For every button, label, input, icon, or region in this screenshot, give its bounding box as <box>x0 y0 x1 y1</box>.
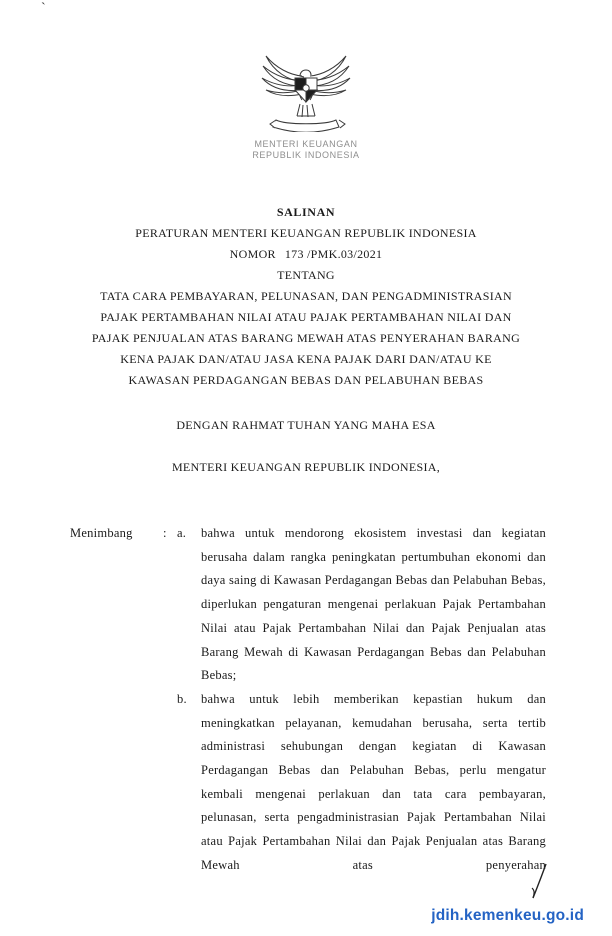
ministry-name <box>0 139 612 161</box>
ministry-name-line2: REPUBLIK INDONESIA <box>252 150 360 160</box>
nomor-label: NOMOR <box>229 247 276 261</box>
consideration-row <box>70 688 546 878</box>
consideration-letter-a: a. <box>177 526 187 540</box>
subject-line: KENA PAJAK DAN/ATAU JASA KENA PAJAK DARI DAN/ATAU KE <box>120 352 492 366</box>
menimbang-colon: : <box>163 526 167 540</box>
copy-label: SALINAN <box>276 205 336 219</box>
stray-mark: ` <box>41 1 46 16</box>
menimbang-label: Menimbang <box>70 526 133 540</box>
subject-line: PAJAK PENJUALAN ATAS BARANG MEWAH ATAS PENYERAHAN BARANG <box>91 331 521 345</box>
jdih-watermark-link[interactable]: jdih.kemenkeu.go.id <box>431 907 584 924</box>
regulation-title: PERATURAN MENTERI KEUANGAN REPUBLIK INDONESIA <box>135 226 477 240</box>
nomor-value: 173 /PMK.03/2021 <box>284 247 383 261</box>
invocation-line: DENGAN RAHMAT TUHAN YANG MAHA ESA <box>176 418 436 432</box>
ministry-name-line1: MENTERI KEUANGAN <box>254 139 358 149</box>
consideration-letter-b: b. <box>177 691 187 706</box>
subject-line: PAJAK PERTAMBAHAN NILAI ATAU PAJAK PERTAMBAHAN NILAI DAN <box>100 310 512 324</box>
consideration-text-a: bahwa untuk mendorong ekosistem investasi dan kegiatan berusaha dalam rangka peningkatan pertumbuhan ekonomi dan daya saing di Kawasan Perdagangan Bebas dan Pelabuhan Bebas, diperlukan pengaturan mengenai perlakuan Pajak Pertambahan Nilai atau Pajak Pertambahan Nilai dan Pajak Penjualan atas Barang Mewah di Kawasan Perdagangan Bebas dan Pelabuhan Bebas; <box>201 526 546 683</box>
consideration-row <box>70 522 546 688</box>
tentang-label: TENTANG <box>277 268 335 282</box>
menimbang-section <box>70 522 546 878</box>
garuda-pancasila-emblem-icon <box>258 48 354 137</box>
pen-flourish-icon <box>530 863 548 904</box>
subject-line: TATA CARA PEMBAYARAN, PELUNASAN, DAN PENGADMINISTRASIAN <box>100 289 512 303</box>
regulation-number-line <box>0 244 612 265</box>
title-block <box>0 202 612 478</box>
subject-line: KAWASAN PERDAGANGAN BEBAS DAN PELABUHAN BEBAS <box>128 373 484 387</box>
consideration-text-b: bahwa untuk lebih memberikan kepastian hukum dan meningkatkan pelayanan, kemudahan berusaha, serta tertib administrasi sehubungan dengan kegiatan di Kawasan Perdagangan Bebas dan Pelabuhan Bebas, perlu mengatur kembali mengenai perlakuan dan tata cara pembayaran, pelunasan, serta pengadministrasian Pajak Pertambahan Nilai atau Pajak Pertambahan Nilai dan Pajak Penjualan atas Barang Mewah atas penyerahan <box>201 691 546 872</box>
letterhead <box>0 48 612 161</box>
authority-line: MENTERI KEUANGAN REPUBLIK INDONESIA, <box>171 460 441 474</box>
